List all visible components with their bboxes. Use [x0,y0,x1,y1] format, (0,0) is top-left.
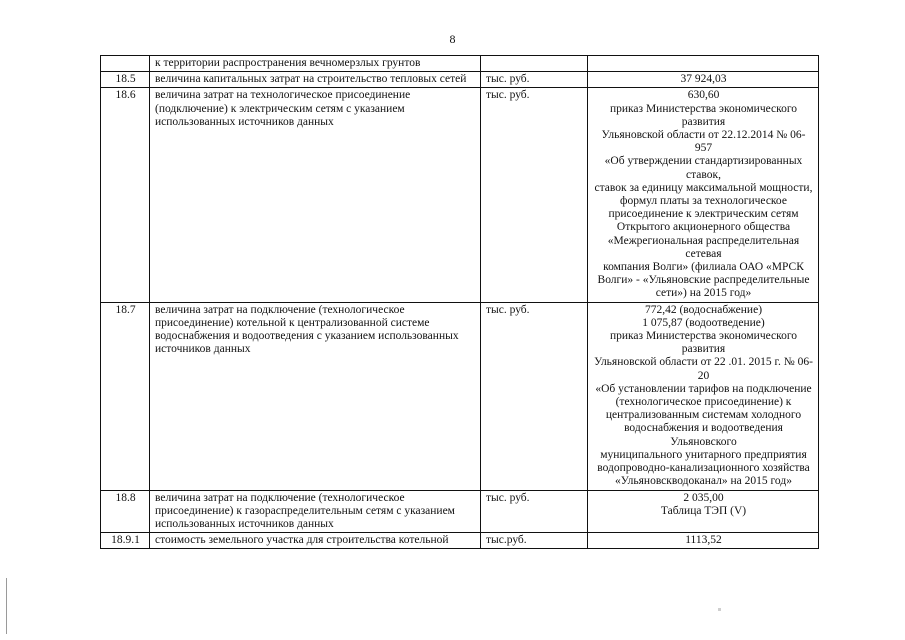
table-row [101,72,819,88]
row-description-cell: величина затрат на технологическое присоединение (подключение) к электрическим сетям с указанием использованных источников данных [150,88,481,302]
value-line: компания Волги» (филиала ОАО «МРСК [603,261,804,274]
value-line: Ульяновской области от 22 .01. 2015 г. № 06-20 [594,356,813,382]
row-description-cell: к территории распространения вечномерзлых грунтов [150,56,481,72]
value-line: 2 035,00 [683,491,724,504]
table-row [101,490,819,533]
value-line: (технологическое присоединение) к [615,396,792,409]
value-line: «Об установлении тарифов на подключение [595,382,812,395]
scan-margin-mark [6,578,7,634]
value-line: водопроводно-канализационного хозяйства [597,462,810,475]
row-unit-cell: тыс. руб. [481,88,588,302]
row-description-cell: величина затрат на подключение (технологическое присоединение) котельной к централизованной системе водоснабжения и водоотведения с указанием использованных источников данных [150,302,481,490]
value-line: сети») на 2015 год» [655,287,752,300]
row-value-cell [588,533,819,549]
value-line: присоединение к электрическим сетям [608,208,799,221]
scan-speck [718,608,721,611]
value-line: централизованным системам холодного [605,409,802,422]
table-row [101,302,819,490]
value-line: «Межрегиональная распределительная сетевая [607,234,800,260]
value-line: 630,60 [687,89,720,102]
value-line: водоснабжения и водоотведения Ульяновского [624,422,783,448]
row-value-cell [588,88,819,302]
table-row [101,88,819,302]
value-line: Ульяновской области от 22.12.2014 № 06-957 [601,129,806,155]
value-line: Таблица ТЭП (V) [660,504,747,517]
row-unit-cell: тыс. руб. [481,302,588,490]
row-value-cell [588,490,819,533]
indicators-table [100,55,819,549]
value-line: 772,42 (водоснабжение) [644,303,763,316]
value-line: «Ульяновскводоканал» на 2015 год» [615,475,792,488]
value-line: 1 075,87 (водоотведение) [642,316,765,329]
row-description-cell: величина затрат на подключение (технологическое присоединение) к газораспределительным сетям с указанием использованных источников данных [150,490,481,533]
value-line: приказ Министерства экономического развития [609,102,798,128]
value-line: формул платы за технологическое [620,195,787,208]
value-line: 37 924,03 [680,73,727,86]
row-number-cell: 18.5 [101,72,150,88]
value-line: ставок за единицу максимальной мощности, [594,181,813,194]
row-value-cell [588,56,819,72]
row-number-cell: 18.7 [101,302,150,490]
table-row [101,533,819,549]
row-unit-cell: тыс. руб. [481,72,588,88]
row-unit-cell [481,56,588,72]
row-unit-cell: тыс.руб. [481,533,588,549]
row-value-cell [588,72,819,88]
value-line: приказ Министерства экономического развития [609,330,798,356]
value-line: Открытого акционерного общества [616,221,791,234]
row-number-cell: 18.8 [101,490,150,533]
page-number: 8 [449,32,456,46]
row-number-cell: 18.6 [101,88,150,302]
row-unit-cell: тыс. руб. [481,490,588,533]
value-line: Волги» - «Ульяновские распределительные [597,274,810,287]
row-number-cell [101,56,150,72]
row-description-cell: величина капитальных затрат на строительство тепловых сетей [150,72,481,88]
row-number-cell: 18.9.1 [101,533,150,549]
table-row [101,56,819,72]
row-value-cell [588,302,819,490]
value-line: 1113,52 [685,534,722,547]
value-line: «Об утверждении стандартизированных ставок, [604,155,803,181]
value-line: муниципального унитарного предприятия [600,448,807,461]
row-description-cell: стоимость земельного участка для строительства котельной [150,533,481,549]
